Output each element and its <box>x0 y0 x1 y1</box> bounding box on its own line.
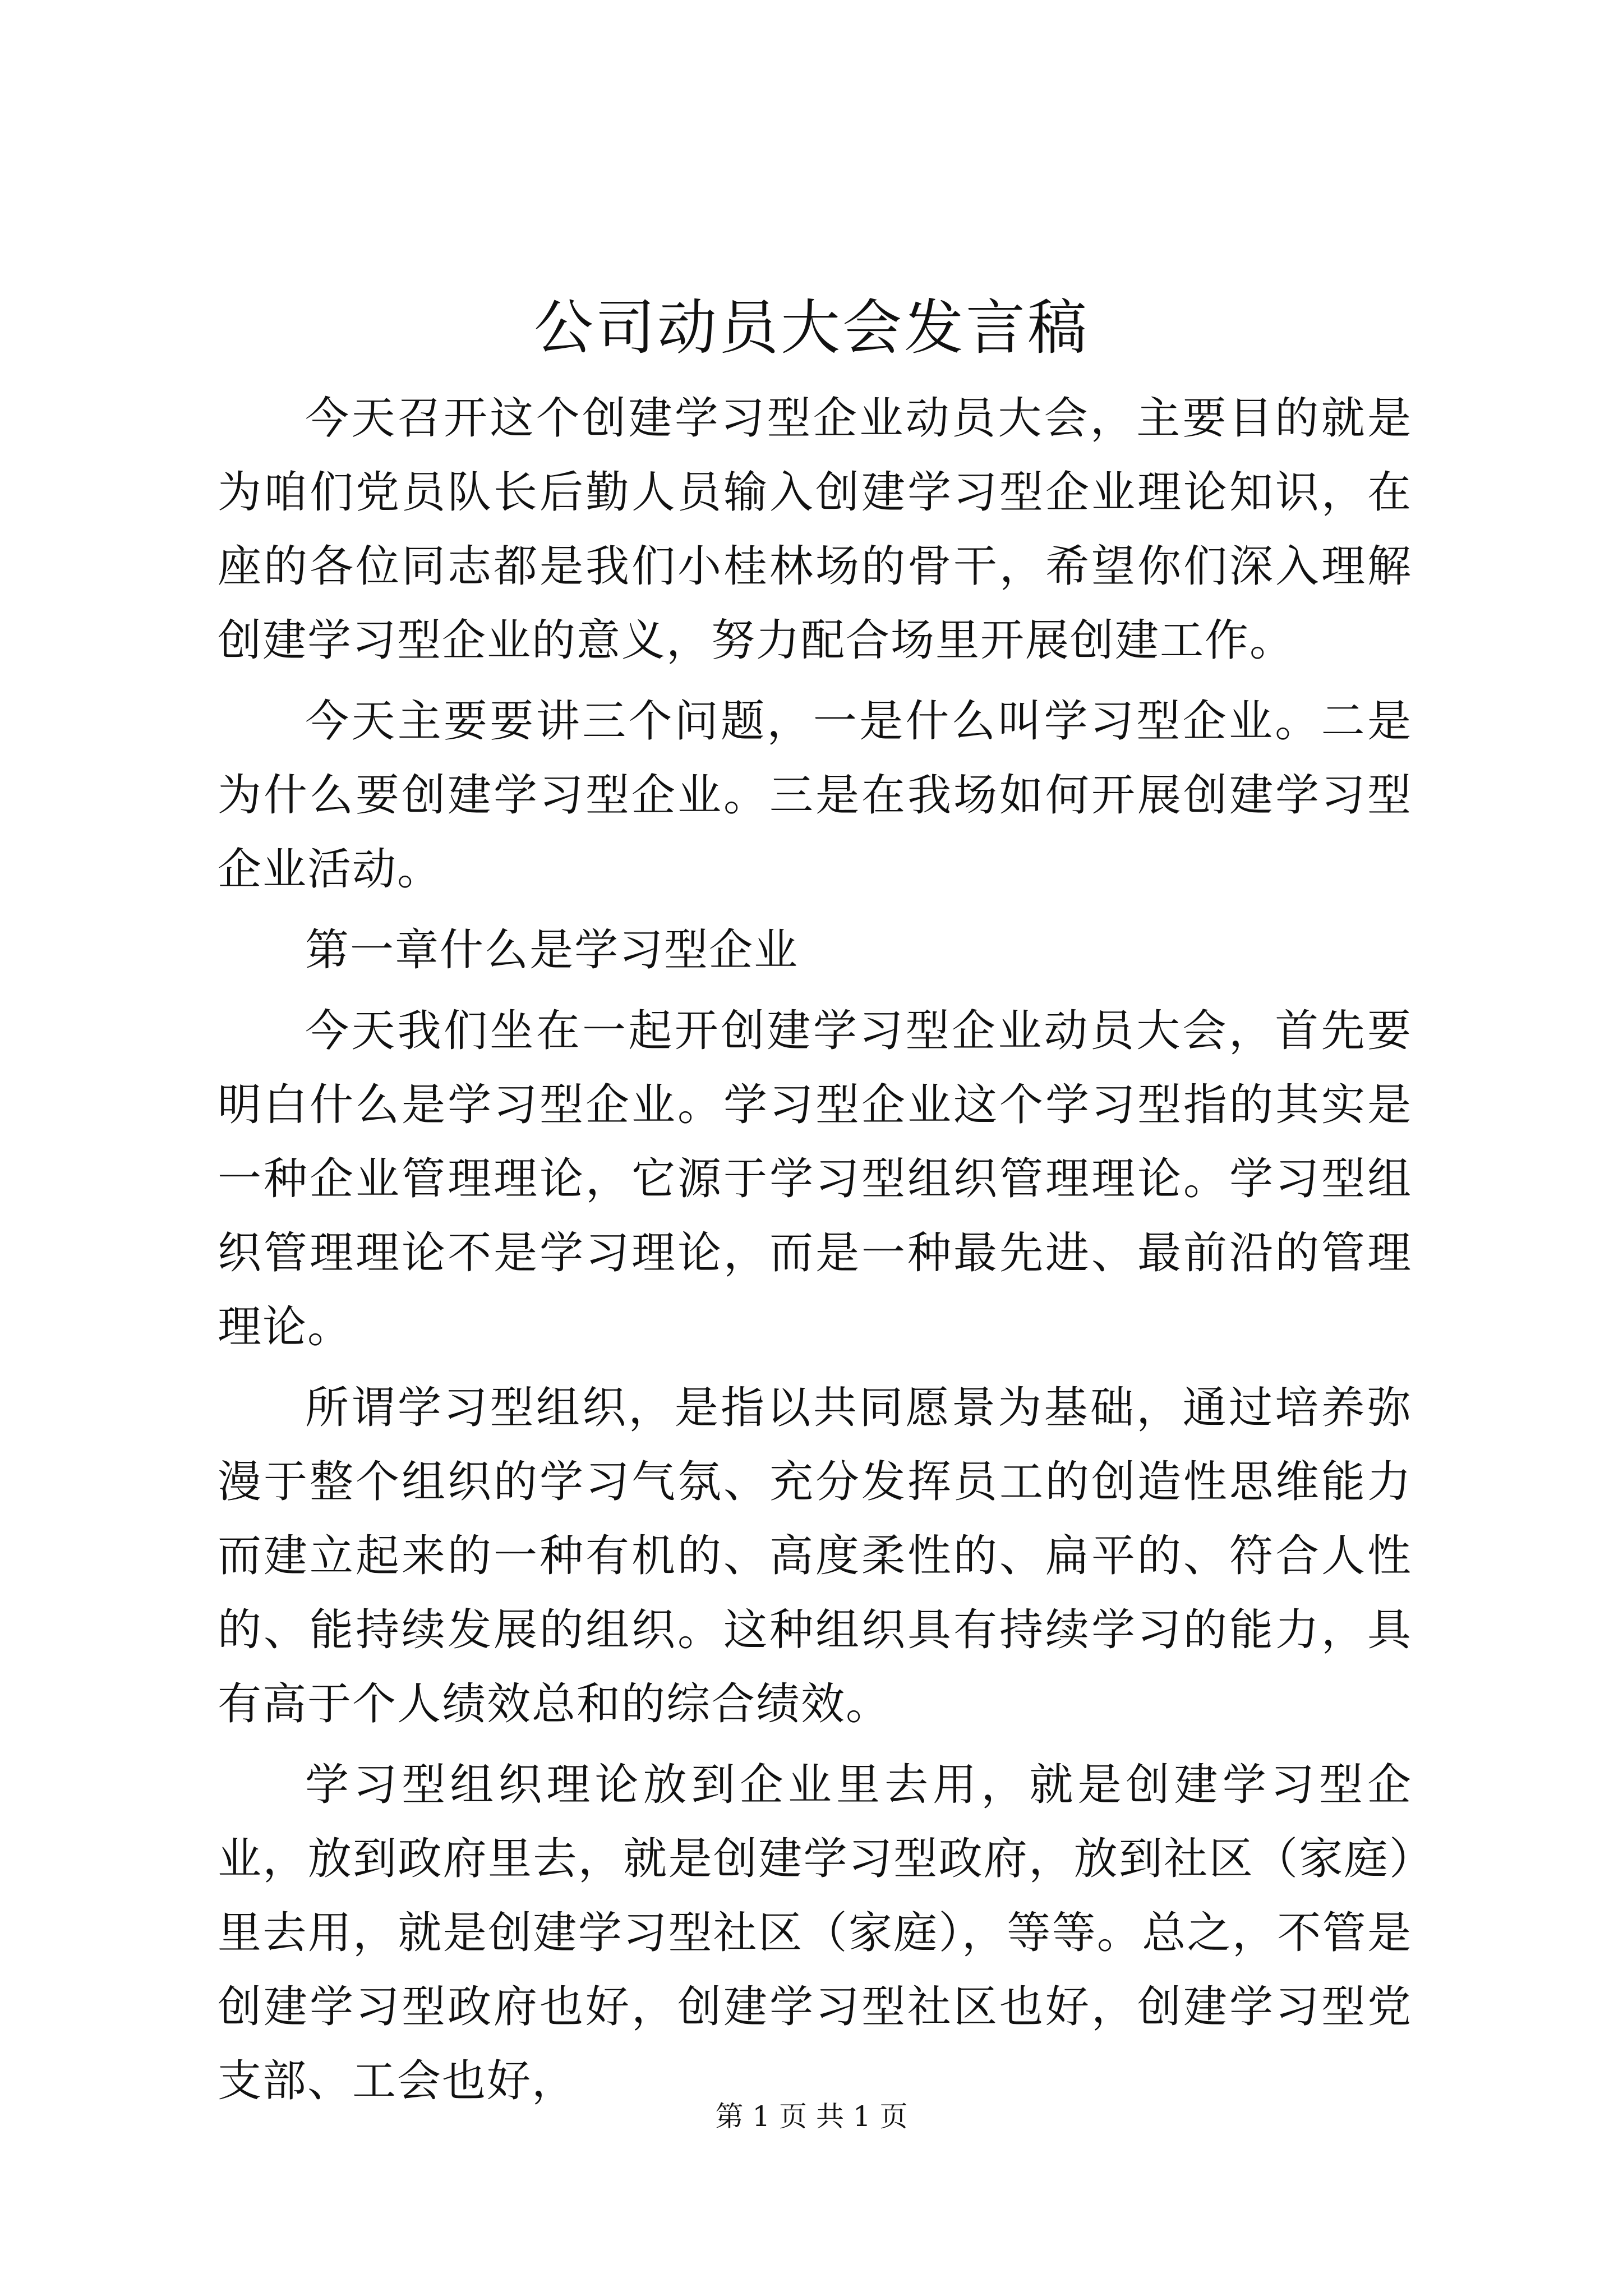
paragraph: 所谓学习型组织，是指以共同愿景为基础，通过培养弥漫于整个组织的学习气氛、充分发挥员工的创造性思维能力而建立起来的一种有机的、高度柔性的、扁平的、符合人性的、能持续发展的组织。这种组织具有持续学习的能力，具有高于个人绩效总和的综合绩效。 <box>218 1383 1412 1729</box>
document-body <box>218 381 1412 2125</box>
paragraph: 今天主要要讲三个问题，一是什么叫学习型企业。二是为什么要创建学习型企业。三是在我场如何开展创建学习型企业活动。 <box>218 696 1412 895</box>
paragraph: 今天我们坐在一起开创建学习型企业动员大会，首先要明白什么是学习型企业。学习型企业这个学习型指的其实是一种企业管理理论，它源于学习型组织管理理论。学习型组织管理理论不是学习理论，而是一种最先进、最前沿的管理理论。 <box>218 1006 1412 1352</box>
chapter-heading: 第一章什么是学习型企业 <box>305 925 799 976</box>
page-footer: 第 1 页 共 1 页 <box>715 2100 908 2133</box>
paragraph: 学习型组织理论放到企业里去用，就是创建学习型企业，放到政府里去，就是创建学习型政府，放到社区（家庭）里去用，就是创建学习型社区（家庭），等等。总之，不管是创建学习型政府也好，创建学习型社区也好，创建学习型党支部、工会也好， <box>218 1760 1412 2106</box>
paragraph: 今天召开这个创建学习型企业动员大会，主要目的就是为咱们党员队长后勤人员输入创建学习型企业理论知识，在座的各位同志都是我们小桂林场的骨干，希望你们深入理解创建学习型企业的意义，努力配合场里开展创建工作。 <box>218 393 1412 666</box>
document-title: 公司动员大会发言稿 <box>534 293 1089 362</box>
